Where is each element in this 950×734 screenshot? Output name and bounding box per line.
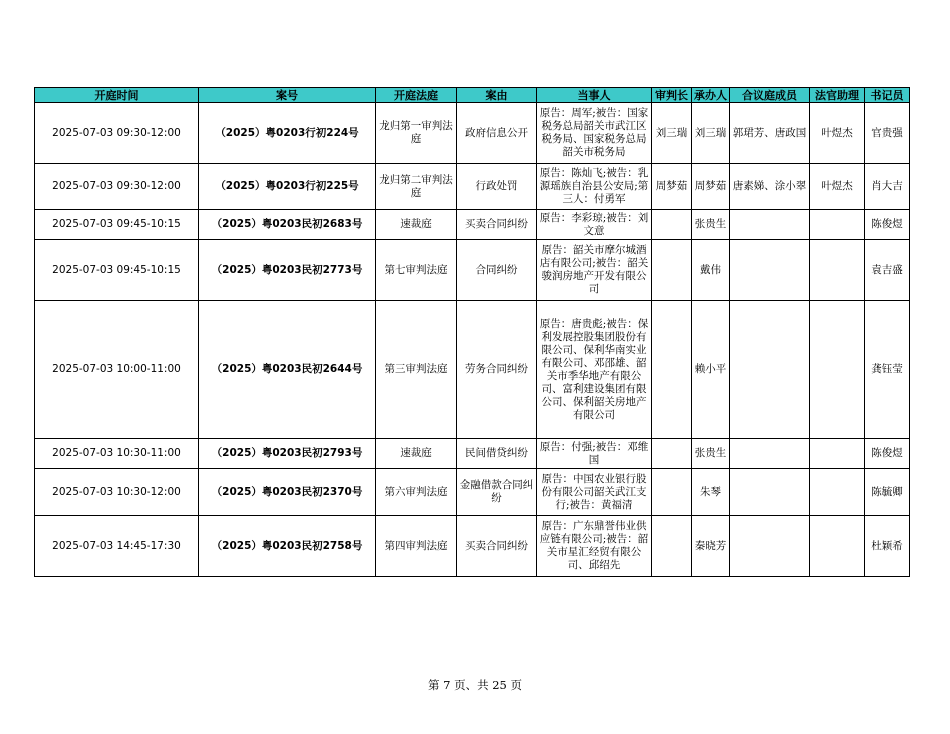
- cause-cell: 政府信息公开: [457, 103, 537, 164]
- clerk-cell: 官贵强: [865, 103, 910, 164]
- handler-cell: 朱琴: [692, 469, 730, 516]
- handler-cell: 周梦茹: [692, 164, 730, 210]
- judge-assistant-cell: 叶煜杰: [810, 164, 865, 210]
- court-cell: 龙归第一审判法庭: [376, 103, 457, 164]
- parties-cell: 原告：周军;被告：国家税务总局韶关市武江区税务局、国家税务总局韶关市税务局: [537, 103, 652, 164]
- table-row: [35, 240, 910, 301]
- time-cell: 2025-07-03 09:30-12:00: [35, 164, 199, 210]
- presiding-judge-cell: [652, 439, 692, 469]
- panel-members-cell: [730, 301, 810, 439]
- case-no-cell: （2025）粤0203行初224号: [199, 103, 376, 164]
- handler-cell: 张贵生: [692, 439, 730, 469]
- time-cell: 2025-07-03 10:00-11:00: [35, 301, 199, 439]
- hearing-schedule-table: [34, 87, 910, 577]
- time-cell: 2025-07-03 09:30-12:00: [35, 103, 199, 164]
- cause-cell: 买卖合同纠纷: [457, 210, 537, 240]
- judge-assistant-cell: [810, 469, 865, 516]
- parties-cell: 原告：唐贵彪;被告：保利发展控股集团股份有限公司、保利华南实业有限公司、邓邵雄、韶关市季华地产有限公司、富利建设集团有限公司、保利韶关房地产有限公司: [537, 301, 652, 439]
- table-row: [35, 164, 910, 210]
- time-cell: 2025-07-03 10:30-11:00: [35, 439, 199, 469]
- parties-cell: 原告：广东鼎誉伟业供应链有限公司;被告：韶关市星汇经贸有限公司、邱绍先: [537, 516, 652, 577]
- table-header-row: [35, 88, 910, 103]
- case-no-cell: （2025）粤0203行初225号: [199, 164, 376, 210]
- clerk-cell: 肖大吉: [865, 164, 910, 210]
- presiding-judge-cell: [652, 516, 692, 577]
- clerk-cell: 杜颖希: [865, 516, 910, 577]
- parties-cell: 原告：韶关市摩尔城酒店有限公司;被告：韶关骏润房地产开发有限公司: [537, 240, 652, 301]
- presiding-judge-cell: 刘三瑞: [652, 103, 692, 164]
- table-row: [35, 439, 910, 469]
- judge-assistant-cell: 叶煜杰: [810, 103, 865, 164]
- col-header-panel: 合议庭成员: [730, 88, 810, 103]
- parties-cell: 原告：中国农业银行股份有限公司韶关武江支行;被告：黄福清: [537, 469, 652, 516]
- parties-cell: 原告：陈灿飞;被告：乳源瑶族自治县公安局;第三人：付勇军: [537, 164, 652, 210]
- cause-cell: 劳务合同纠纷: [457, 301, 537, 439]
- court-cell: 速裁庭: [376, 439, 457, 469]
- col-header-clerk: 书记员: [865, 88, 910, 103]
- col-header-cause: 案由: [457, 88, 537, 103]
- presiding-judge-cell: [652, 469, 692, 516]
- handler-cell: 赖小平: [692, 301, 730, 439]
- col-header-case-no: 案号: [199, 88, 376, 103]
- presiding-judge-cell: [652, 210, 692, 240]
- time-cell: 2025-07-03 14:45-17:30: [35, 516, 199, 577]
- court-cell: 第七审判法庭: [376, 240, 457, 301]
- cause-cell: 金融借款合同纠纷: [457, 469, 537, 516]
- time-cell: 2025-07-03 09:45-10:15: [35, 210, 199, 240]
- judge-assistant-cell: [810, 301, 865, 439]
- presiding-judge-cell: 周梦茹: [652, 164, 692, 210]
- panel-members-cell: [730, 469, 810, 516]
- panel-members-cell: 唐素娣、涂小翠: [730, 164, 810, 210]
- clerk-cell: 陈毓卿: [865, 469, 910, 516]
- time-cell: 2025-07-03 09:45-10:15: [35, 240, 199, 301]
- court-cell: 第六审判法庭: [376, 469, 457, 516]
- cause-cell: 买卖合同纠纷: [457, 516, 537, 577]
- clerk-cell: 陈俊煜: [865, 439, 910, 469]
- col-header-time: 开庭时间: [35, 88, 199, 103]
- court-cell: 龙归第二审判法庭: [376, 164, 457, 210]
- table-row: [35, 210, 910, 240]
- table-row: [35, 301, 910, 439]
- court-cell: 第三审判法庭: [376, 301, 457, 439]
- handler-cell: 戴伟: [692, 240, 730, 301]
- case-no-cell: （2025）粤0203民初2758号: [199, 516, 376, 577]
- case-no-cell: （2025）粤0203民初2773号: [199, 240, 376, 301]
- col-header-parties: 当事人: [537, 88, 652, 103]
- parties-cell: 原告：付强;被告：邓维国: [537, 439, 652, 469]
- table-row: [35, 103, 910, 164]
- col-header-assistant: 法官助理: [810, 88, 865, 103]
- case-no-cell: （2025）粤0203民初2370号: [199, 469, 376, 516]
- judge-assistant-cell: [810, 516, 865, 577]
- col-header-presiding: 审判长: [652, 88, 692, 103]
- col-header-handler: 承办人: [692, 88, 730, 103]
- clerk-cell: 袁吉盛: [865, 240, 910, 301]
- parties-cell: 原告：李彩琼;被告：刘文意: [537, 210, 652, 240]
- panel-members-cell: [730, 439, 810, 469]
- cause-cell: 行政处罚: [457, 164, 537, 210]
- case-no-cell: （2025）粤0203民初2644号: [199, 301, 376, 439]
- table-row: [35, 516, 910, 577]
- table-row: [35, 469, 910, 516]
- panel-members-cell: 郭珺芳、唐政国: [730, 103, 810, 164]
- clerk-cell: 龚钰莹: [865, 301, 910, 439]
- page-footer: 第 7 页、共 25 页: [427, 678, 523, 692]
- judge-assistant-cell: [810, 439, 865, 469]
- case-no-cell: （2025）粤0203民初2793号: [199, 439, 376, 469]
- judge-assistant-cell: [810, 210, 865, 240]
- cause-cell: 合同纠纷: [457, 240, 537, 301]
- case-no-cell: （2025）粤0203民初2683号: [199, 210, 376, 240]
- court-cell: 第四审判法庭: [376, 516, 457, 577]
- col-header-court: 开庭法庭: [376, 88, 457, 103]
- court-cell: 速裁庭: [376, 210, 457, 240]
- handler-cell: 秦晓芳: [692, 516, 730, 577]
- judge-assistant-cell: [810, 240, 865, 301]
- presiding-judge-cell: [652, 301, 692, 439]
- clerk-cell: 陈俊煜: [865, 210, 910, 240]
- panel-members-cell: [730, 240, 810, 301]
- handler-cell: 刘三瑞: [692, 103, 730, 164]
- handler-cell: 张贵生: [692, 210, 730, 240]
- panel-members-cell: [730, 516, 810, 577]
- cause-cell: 民间借贷纠纷: [457, 439, 537, 469]
- panel-members-cell: [730, 210, 810, 240]
- time-cell: 2025-07-03 10:30-12:00: [35, 469, 199, 516]
- presiding-judge-cell: [652, 240, 692, 301]
